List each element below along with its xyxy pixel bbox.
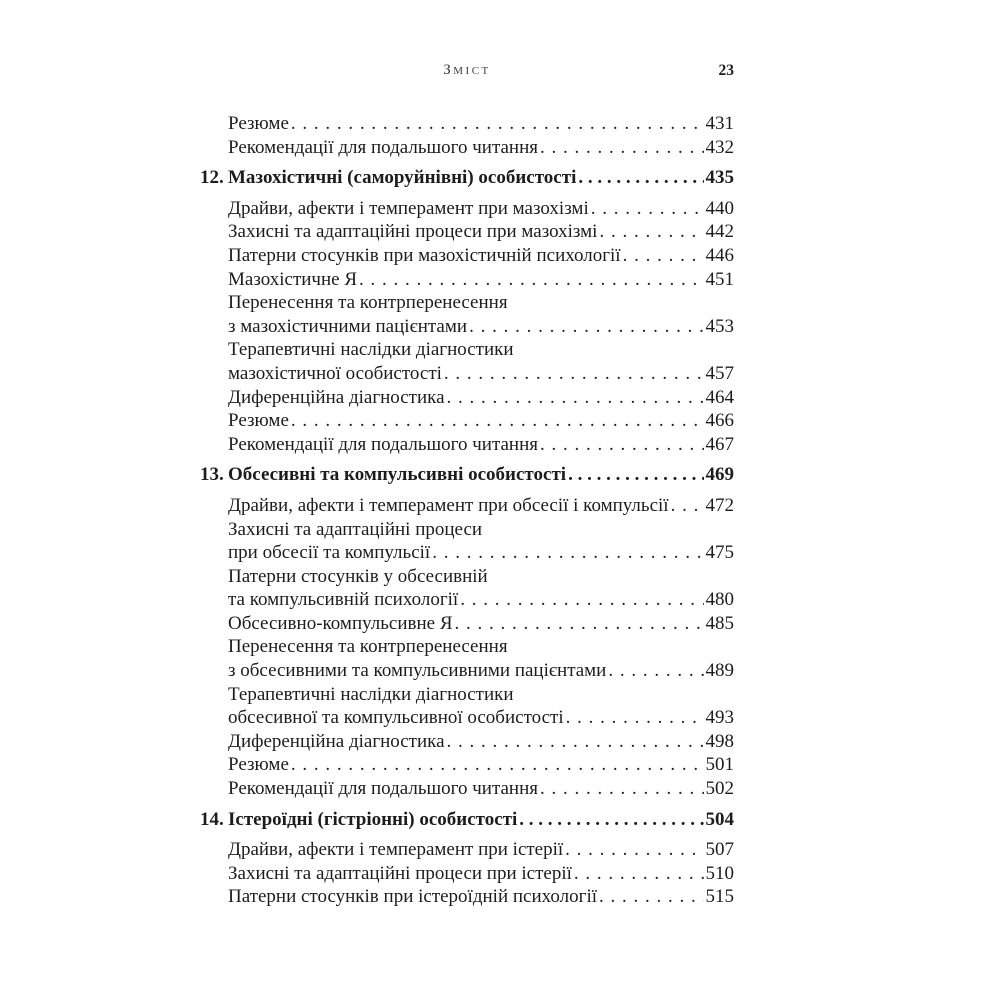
dot-leader — [447, 730, 704, 754]
dot-leader — [469, 315, 703, 339]
entry-title: Драйви, афекти і темперамент при обсесії і компульсії — [228, 494, 669, 516]
entry-title: Патерни стосунків у обсесивній — [228, 565, 488, 587]
entry-title: Терапевтичні наслідки діагностики — [228, 683, 514, 705]
dot-leader — [519, 808, 703, 832]
entry-page-number: 472 — [705, 494, 734, 516]
entry-page-number: 498 — [705, 730, 734, 752]
table-of-contents — [200, 112, 734, 909]
entry-page-number: 475 — [705, 542, 734, 564]
entry-page-number: 457 — [705, 362, 734, 384]
entry-title: Обсесивно-компульсивне Я — [228, 612, 453, 634]
dot-leader — [568, 463, 703, 487]
entry-page-number: 480 — [705, 589, 734, 611]
entry-page-number: 507 — [705, 839, 734, 861]
entry-title: Диференційна діагностика — [228, 386, 445, 408]
toc-entry-row — [200, 838, 734, 862]
entry-page-number: 489 — [705, 660, 734, 682]
entry-title: Захисні та адаптаційні процеси при істерії — [228, 862, 572, 884]
toc-entry-row — [200, 433, 734, 457]
dot-leader — [291, 112, 704, 136]
toc-entry-row — [200, 136, 734, 160]
entry-page-number: 442 — [705, 221, 734, 243]
toc-entry-row — [200, 362, 734, 386]
entry-title: Диференційна діагностика — [228, 730, 445, 752]
toc-entry-row — [200, 612, 734, 636]
toc-entry-row — [200, 386, 734, 410]
entry-page-number: 432 — [705, 136, 734, 158]
entry-title: Захисні та адаптаційні процеси — [228, 518, 483, 540]
entry-title: Перенесення та контрперенесення — [228, 292, 508, 314]
toc-entry-row — [200, 706, 734, 730]
entry-title: мазохістичної особистості — [228, 362, 442, 384]
entry-page-number: 466 — [705, 410, 734, 432]
entry-title: обсесивної та компульсивної особистості — [228, 707, 564, 729]
toc-entry-row — [200, 659, 734, 683]
toc-entry-row — [200, 409, 734, 433]
toc-entry-row — [200, 777, 734, 801]
toc-entry-row — [200, 541, 734, 565]
page-content — [200, 62, 734, 909]
entry-title: та компульсивній психології — [228, 589, 459, 611]
dot-leader — [447, 386, 704, 410]
dot-leader — [574, 862, 704, 886]
entry-title: Резюме — [228, 410, 289, 432]
toc-entry-row — [200, 565, 734, 589]
dot-leader — [671, 494, 704, 518]
toc-entry-row — [200, 753, 734, 777]
dot-leader — [291, 409, 704, 433]
entry-page-number: 504 — [705, 808, 734, 830]
dot-leader — [455, 612, 704, 636]
toc-entry-row — [200, 338, 734, 362]
dot-leader — [608, 659, 703, 683]
toc-section-row — [200, 166, 734, 190]
entry-title: Драйви, афекти і темперамент при мазохізмі — [228, 197, 589, 219]
entry-title: Захисні та адаптаційні процеси при мазохізмі — [228, 221, 598, 243]
page-number: 23 — [718, 62, 734, 79]
toc-entry-row — [200, 291, 734, 315]
toc-entry-row — [200, 268, 734, 292]
entry-title: Резюме — [228, 754, 289, 776]
section-title: Істероїдні (гістріонні) особистості — [228, 808, 518, 830]
entry-page-number: 446 — [705, 244, 734, 266]
dot-leader — [566, 706, 704, 730]
toc-entry-row — [200, 635, 734, 659]
dot-leader — [540, 777, 704, 801]
entry-title: Рекомендації для подальшого читання — [228, 778, 538, 800]
entry-page-number: 501 — [705, 754, 734, 776]
dot-leader — [432, 541, 703, 565]
entry-page-number: 464 — [705, 386, 734, 408]
toc-entry-row — [200, 885, 734, 909]
entry-page-number: 485 — [705, 612, 734, 634]
entry-title: Резюме — [228, 113, 289, 134]
dot-leader — [540, 136, 704, 160]
section-title: Обсесивні та компульсивні особистості — [228, 464, 567, 486]
toc-entry-row — [200, 244, 734, 268]
entry-page-number: 440 — [705, 197, 734, 219]
entry-page-number: 435 — [705, 167, 734, 189]
entry-page-number: 451 — [705, 268, 734, 290]
toc-entry-row — [200, 220, 734, 244]
entry-title: Патерни стосунків при істероїдній психології — [228, 886, 597, 908]
toc-entry-row — [200, 112, 734, 136]
entry-page-number: 493 — [705, 707, 734, 729]
dot-leader — [460, 588, 703, 612]
toc-entry-row — [200, 683, 734, 707]
entry-title: Терапевтичні наслідки діагностики — [228, 339, 514, 361]
section-number: 13. — [200, 464, 224, 486]
entry-title: Мазохістичне Я — [228, 268, 358, 290]
entry-title: Патерни стосунків при мазохістичній психології — [228, 244, 621, 266]
toc-entry-row — [200, 315, 734, 339]
running-head-title: Зміст — [443, 62, 491, 78]
dot-leader — [291, 753, 704, 777]
toc-entry-row — [200, 862, 734, 886]
page-header — [200, 62, 734, 82]
toc-entry-row — [200, 197, 734, 221]
section-number: 14. — [200, 808, 224, 830]
toc-entry-row — [200, 588, 734, 612]
dot-leader — [599, 885, 704, 909]
dot-leader — [591, 197, 704, 221]
entry-title: з мазохістичними пацієнтами — [228, 315, 468, 337]
dot-leader — [599, 220, 703, 244]
dot-leader — [565, 838, 703, 862]
toc-entry-row — [200, 730, 734, 754]
entry-title: Рекомендації для подальшого читання — [228, 433, 538, 455]
toc-entry-row — [200, 518, 734, 542]
dot-leader — [359, 268, 703, 292]
entry-page-number: 431 — [705, 113, 734, 134]
toc-section-row — [200, 808, 734, 832]
entry-title: з обсесивними та компульсивними пацієнтами — [228, 660, 607, 682]
entry-page-number: 453 — [705, 315, 734, 337]
dot-leader — [540, 433, 704, 457]
dot-leader — [623, 244, 704, 268]
entry-title: при обсесії та компульсії — [228, 542, 431, 564]
entry-page-number: 469 — [705, 464, 734, 486]
section-title: Мазохістичні (саморуйнівні) особистості — [228, 167, 577, 189]
entry-page-number: 510 — [705, 862, 734, 884]
entry-page-number: 467 — [705, 433, 734, 455]
entry-page-number: 515 — [705, 886, 734, 908]
entry-title: Перенесення та контрперенесення — [228, 636, 508, 658]
toc-section-row — [200, 463, 734, 487]
entry-page-number: 502 — [705, 778, 734, 800]
section-number: 12. — [200, 167, 224, 189]
dot-leader — [578, 166, 703, 190]
toc-entry-row — [200, 494, 734, 518]
dot-leader — [444, 362, 704, 386]
entry-title: Драйви, афекти і темперамент при істерії — [228, 839, 564, 861]
entry-title: Рекомендації для подальшого читання — [228, 136, 538, 158]
